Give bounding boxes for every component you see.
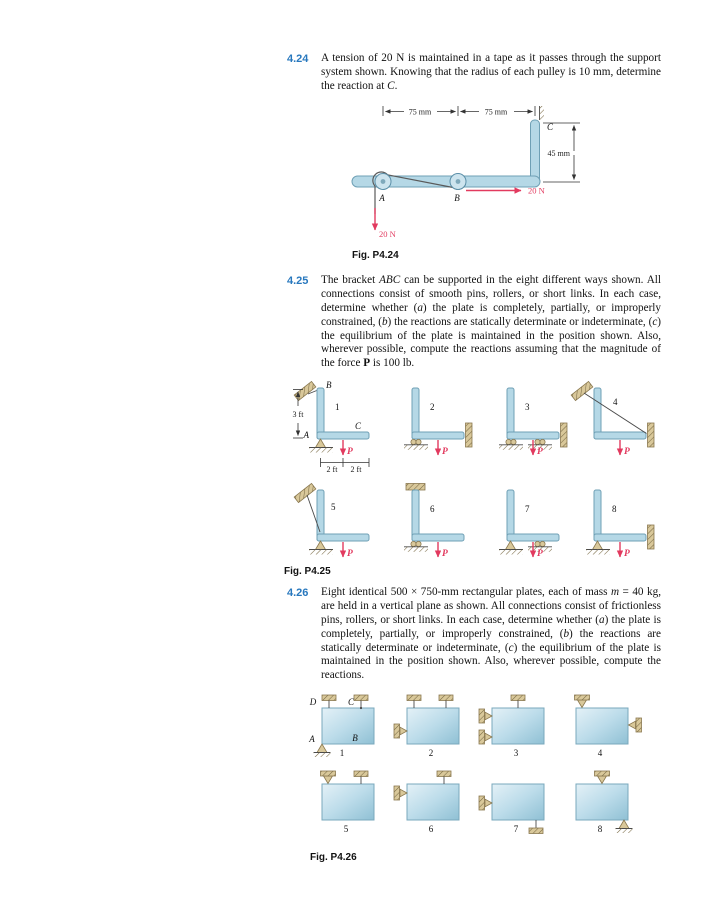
fig424-top-dimension [383, 106, 535, 117]
dim-75mm-right-label: 75 mm [484, 107, 508, 117]
problem-426 [287, 586, 661, 683]
pin-support-top [595, 771, 610, 784]
plate [492, 784, 544, 820]
point-b-label: B [326, 380, 332, 390]
bracket-shape [317, 490, 369, 541]
top-link-block [354, 695, 368, 708]
case-number: 3 [513, 748, 519, 758]
wall-block [466, 423, 473, 447]
problem-425 [287, 274, 661, 371]
bracket-case-7 [499, 490, 559, 559]
plate-case-8 [576, 771, 633, 834]
case-number: 7 [513, 824, 519, 834]
point-c-label: C [355, 421, 362, 431]
case-number: 8 [597, 824, 603, 834]
left-link-block [394, 786, 407, 800]
wall-block [561, 423, 568, 447]
plate [322, 784, 374, 820]
bracket-shape [594, 388, 646, 439]
pin-support [586, 541, 610, 555]
bracket-case-8 [586, 490, 654, 559]
wall-link-block [571, 381, 593, 400]
case-number: 2 [430, 402, 435, 412]
problem-425-number: 4.25 [287, 275, 309, 287]
point-b-label: B [454, 193, 460, 203]
force-p-label: P [624, 549, 630, 559]
bracket-case-4 [571, 381, 654, 457]
roller-support [499, 439, 523, 449]
left-link-block [479, 730, 492, 744]
bottom-link-block [529, 820, 543, 834]
bracket-shape [507, 388, 559, 439]
force-20n-right-label: 20 N [528, 185, 545, 196]
case-number: 1 [335, 402, 340, 412]
figure-p424 [342, 102, 590, 250]
wall-link-block [294, 381, 316, 400]
case-number: 4 [613, 397, 618, 407]
plate [407, 708, 459, 744]
case-number: 8 [612, 504, 617, 514]
pin-dot [360, 707, 362, 709]
force-p-label: P [347, 447, 353, 457]
pulley-b [450, 174, 466, 190]
plate-case-4 [575, 695, 642, 758]
pulley-a [375, 174, 391, 190]
pin-support-top [575, 695, 590, 708]
wall-block [648, 423, 655, 447]
plate-case-2 [394, 695, 459, 758]
force-p-label: P [347, 549, 353, 559]
ceiling-block [406, 484, 425, 491]
plate-case-6 [394, 771, 459, 834]
bracket-case-5 [294, 483, 369, 559]
bracket-case-1 [293, 380, 369, 474]
dim-45mm-label: 45 mm [547, 149, 570, 158]
bracket-shape [412, 388, 464, 439]
problem-424-text: A tension of 20 N is maintained in a tape as it passes through the support system shown. Knowing that the radius of each pulley is 10 mm, determine the reaction at C. [321, 52, 661, 92]
fig424-support-arm-c [531, 106, 555, 184]
problem-425-text: The bracket ABC can be supported in the eight different ways shown. All connections consist of smooth pins, rollers, or short links. In each case, determine whether (a) the plate is completely, partially, or improperly constrained, (b) the reactions are statically determinate or indeterminate, (c) the equilibrium of the plate is maintained in the position shown. Also, wherever possible, compute the reactions assuming that the magnitude of the force P is 100 lb. [321, 274, 662, 370]
point-c-label: C [347, 697, 355, 707]
roller-support [404, 541, 428, 551]
plate [322, 708, 374, 744]
force-p-label: P [624, 447, 630, 457]
top-link-block [511, 695, 525, 708]
bracket-case-6 [404, 484, 464, 560]
pin-support [309, 439, 333, 453]
problem-424-number: 4.24 [287, 53, 309, 65]
pin-support [314, 744, 331, 757]
dim-75mm-left-label: 75 mm [408, 107, 432, 117]
case-number: 3 [525, 402, 530, 412]
wall-hatch [540, 106, 545, 120]
problem-426-text: Eight identical 500 × 750-mm rectangular plates, each of mass m = 40 kg, are held in a vertical plane as shown. All connections consist of frictionless pins, rollers, or short links. In each case, determine whether (a) the plate is completely, partially, or improperly constrained, (b) the reactions are statically determinate or indeterminate, (c) the equilibrium of the plate is maintained in the position shown. Also, wherever possible, compute the reactions. [321, 586, 661, 682]
bracket-shape [412, 490, 464, 541]
pin-support-bottom [616, 820, 633, 833]
point-a-label: A [379, 193, 385, 203]
plate [576, 784, 628, 820]
pin-support-top [321, 771, 336, 784]
problem-424 [287, 52, 661, 94]
dim-3ft-label: 3 ft [292, 410, 304, 419]
point-a-label: A [309, 734, 315, 744]
case-number: 1 [339, 748, 345, 758]
force-20n-down [375, 208, 396, 239]
bracket-case-3 [499, 388, 567, 457]
figure-p426 [298, 692, 686, 844]
top-link-block [437, 771, 451, 784]
force-p-label: P [442, 447, 448, 457]
point-b-label: B [352, 733, 358, 743]
point-d-label: D [309, 697, 317, 707]
top-link-block [354, 771, 368, 784]
case-number: 6 [430, 504, 435, 514]
top-link-block [322, 695, 336, 708]
plate-case-5 [321, 771, 375, 834]
plate [492, 708, 544, 744]
pin-support [499, 541, 523, 555]
left-link-block [479, 796, 492, 810]
plate-case-3 [479, 695, 544, 758]
top-link-block [407, 695, 421, 708]
pin-support [309, 541, 333, 555]
right-link-block [629, 718, 642, 732]
bracket-shape [507, 490, 559, 541]
point-a-label: A [303, 430, 309, 440]
top-link-block [439, 695, 453, 708]
plate [576, 708, 628, 744]
case-number: 4 [597, 748, 603, 758]
roller-support [404, 439, 428, 449]
figure-p425-caption: Fig. P4.25 [284, 566, 331, 577]
figure-p424-caption: Fig. P4.24 [352, 250, 399, 261]
case-number: 5 [343, 824, 349, 834]
bracket-case-2 [404, 388, 472, 457]
case-number: 5 [331, 502, 336, 512]
point-c-label: C [547, 122, 554, 132]
force-p-label: P [537, 447, 543, 457]
case-number: 7 [525, 504, 530, 514]
dim-2ft-left-label: 2 ft [326, 465, 338, 474]
plate-case-1 [308, 695, 374, 758]
plate [407, 784, 459, 820]
wall-block [648, 525, 655, 549]
left-link-block [479, 709, 492, 723]
bracket-shape [594, 490, 646, 541]
bracket-shape [317, 388, 369, 439]
case-number: 6 [428, 824, 434, 834]
force-20n-down-label: 20 N [379, 229, 396, 239]
case-number: 2 [428, 748, 434, 758]
force-p-label: P [537, 549, 543, 559]
left-link-block [394, 724, 407, 738]
dim-2ft-right-label: 2 ft [350, 465, 362, 474]
plate-case-7 [479, 784, 544, 834]
figure-p426-caption: Fig. P4.26 [310, 852, 357, 863]
problem-426-number: 4.26 [287, 587, 309, 599]
force-p-label: P [442, 549, 448, 559]
figure-p425 [282, 378, 674, 570]
wall-link-block [294, 483, 316, 502]
